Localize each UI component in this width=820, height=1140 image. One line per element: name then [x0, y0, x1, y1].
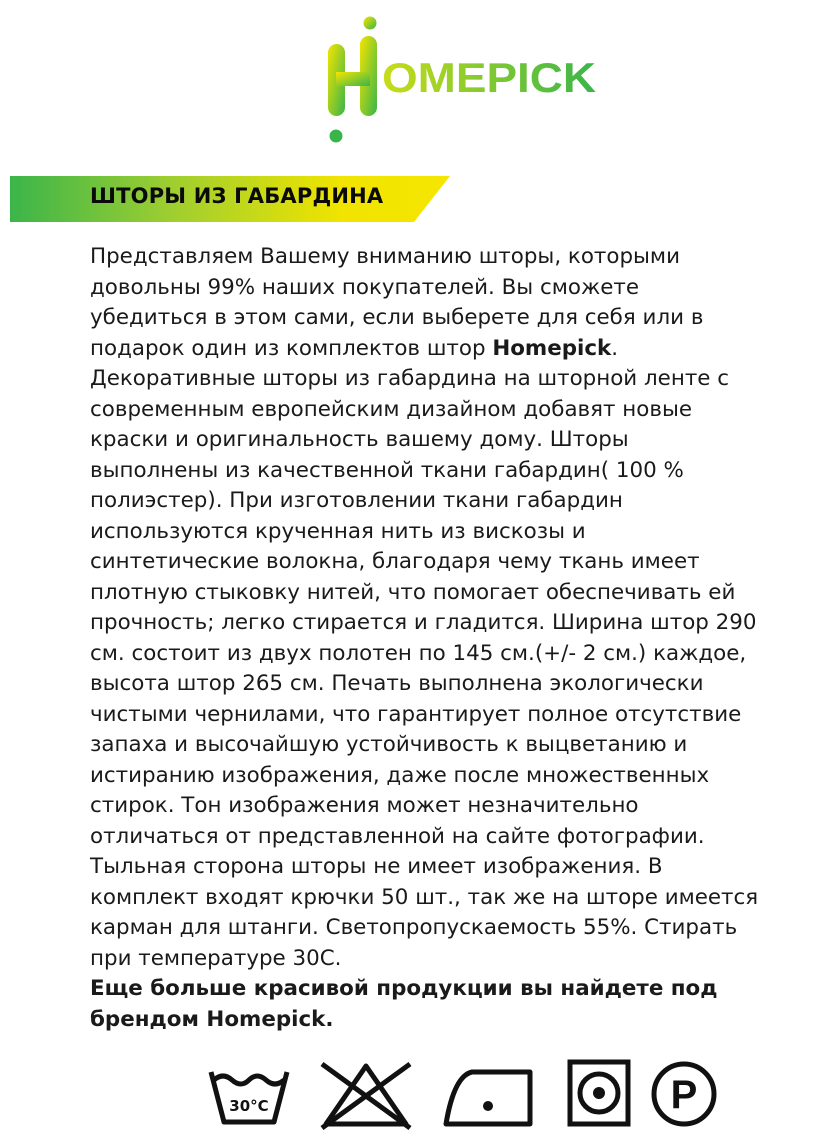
description-line: [90, 303, 812, 334]
dry-clean-letter: P: [670, 1073, 698, 1117]
description-text: Представляем Вашему вниманию шторы, которыми: [90, 244, 680, 269]
product-description: [90, 242, 812, 1035]
description-line: [90, 852, 812, 883]
description-text: краски и оригинальность вашему дому. Шторы: [90, 427, 629, 452]
description-text: прочность; легко стирается и гладится. Ширина штор 290: [90, 610, 757, 635]
description-text: комплект входят крючки 50 шт., так же на шторе имеется: [90, 884, 759, 910]
description-line: [90, 425, 812, 456]
wash-30-icon: [206, 1058, 292, 1130]
description-text: запаха и высочайшую устойчивость к выцветанию и: [90, 732, 688, 757]
description-line: [90, 822, 812, 853]
description-text: Декоративные шторы из габардина на шторной ленте с: [90, 366, 730, 391]
no-bleach-icon: [314, 1058, 418, 1130]
description-text: карман для штанги. Светопропускаемость 55%. Стирать: [90, 915, 738, 940]
description-line: [90, 334, 812, 365]
description-line: [90, 486, 812, 517]
wash-temp-label: 30°C: [229, 1097, 269, 1115]
description-text: .: [611, 335, 619, 361]
description-text: полиэстер). При изготовлении ткани габардин: [90, 488, 623, 513]
description-bold-text: Еще больше красивой продукции вы найдете под: [90, 976, 718, 1001]
description-line: [90, 883, 812, 914]
description-text: стирок. Тон изображения может незначительно: [90, 793, 639, 818]
description-line: [90, 669, 812, 700]
description-text: чистыми чернилами, что гарантирует полное отсутствие: [90, 701, 742, 727]
description-line: [90, 974, 812, 1005]
description-line: [90, 700, 812, 731]
logo-dot-top: [364, 17, 377, 30]
dry-clean-p-icon: [648, 1058, 720, 1130]
description-text: убедиться в этом сами, если выберете для себя или в: [90, 305, 704, 330]
iron-low-icon: [442, 1058, 534, 1130]
description-bold-text: брендом Homepick.: [90, 1006, 334, 1032]
description-line: [90, 517, 812, 548]
logo-wordmark: OMEPICK: [382, 54, 596, 101]
description-line: [90, 242, 812, 273]
description-text: истиранию изображения, даже после множественных: [90, 762, 710, 788]
description-bold-text: Homepick: [492, 335, 612, 361]
description-text: выполнены из качественной ткани габардин( 100 %: [90, 457, 684, 483]
description-text: плотную стыковку нитей, что помогает обеспечивать ей: [90, 579, 736, 605]
section-banner: [10, 176, 450, 222]
description-text: подарок один из комплектов штор: [90, 335, 493, 361]
description-text: Тыльная сторона шторы не имеет изображения. В: [90, 854, 663, 879]
tumble-dry-icon: [566, 1058, 632, 1130]
description-text: используются крученная нить из вискозы и: [90, 518, 586, 544]
description-text: отличаться от представленной на сайте фотографии.: [90, 823, 705, 849]
description-line: [90, 761, 812, 792]
description-line: [90, 913, 812, 944]
homepick-logo: [322, 14, 612, 146]
description-line: [90, 578, 812, 609]
description-line: [90, 364, 812, 395]
description-line: [90, 639, 812, 670]
description-text: при температуре 30С.: [90, 945, 342, 971]
description-text: см. состоит из двух полотен по 145 см.(+/- 2 см.) каждое,: [90, 640, 747, 666]
description-text: высота штор 265 см. Печать выполнена экологически: [90, 671, 704, 696]
description-line: [90, 791, 812, 822]
description-line: [90, 944, 812, 975]
description-line: [90, 456, 812, 487]
description-text: довольны 99% наших покупателей. Вы сможете: [90, 274, 639, 300]
care-icons: [206, 1058, 726, 1130]
description-line: [90, 273, 812, 304]
description-line: [90, 395, 812, 426]
description-line: [90, 730, 812, 761]
description-text: современным европейским дизайном добавят новые: [90, 396, 693, 422]
description-line: [90, 547, 812, 578]
section-title: ШТОРЫ ИЗ ГАБАРДИНА: [90, 184, 384, 208]
description-line: [90, 1005, 812, 1036]
description-line: [90, 608, 812, 639]
description-text: синтетические волокна, благодаря чему ткань имеет: [90, 549, 700, 574]
